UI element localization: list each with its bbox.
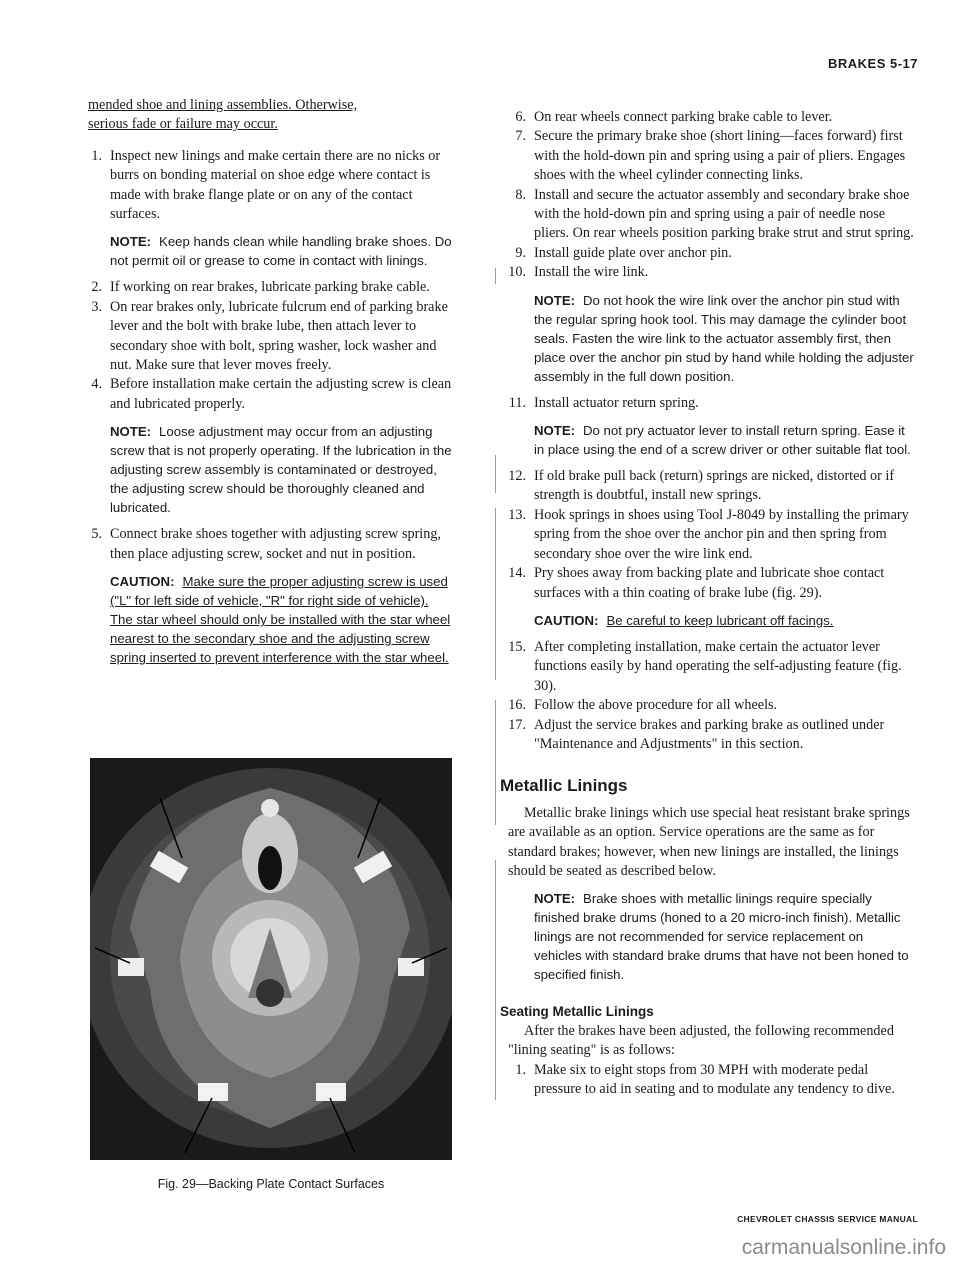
manual-footer: CHEVROLET CHASSIS SERVICE MANUAL (737, 1214, 918, 1224)
watermark: carmanualsonline.info (741, 1236, 946, 1259)
list-item: 4. Before installation make certain the adjusting screw is clean and lubricated properly. (91, 376, 452, 412)
list-item: 1. Inspect new linings and make certain there are no nicks or burrs on bonding material on shoe edge where contact is made with brake flange plate or on any of the contact surfaces. (91, 147, 441, 223)
right-step-list (508, 467, 914, 603)
page-header: BRAKES 5-17 (827, 56, 918, 71)
backing-plate-illustration (90, 758, 452, 1160)
list-item: 9. Install guide plate over anchor pin. (515, 244, 732, 261)
caution: CAUTION: Make sure the proper adjusting screw is used ("L" for left side of vehicle, "R" for right side of vehicle). The star wheel should only be installed with the star wheel nearest to the secondary shoe and the adjusting screw spring inserted to prevent interference with the star wheel. (110, 574, 451, 666)
list-item: 5. Connect brake shoes together with adjusting screw spring, then place adjusting screw, socket and nut in position. (91, 526, 441, 562)
list-item: 13. Hook springs in shoes using Tool J-8049 by installing the primary spring from the shoe over the anchor pin and then spring from secondary shoe over the wire link end. (508, 506, 909, 562)
list-item: 3. On rear brakes only, lubricate fulcrum end of parking brake lever and the bolt with brake lube, then attach lever to secondary shoe with bolt, spring washer, lock washer and nut. Make sure that lever moves freely. (91, 298, 448, 374)
list-item: 2. If working on rear brakes, lubricate parking brake cable. (91, 279, 430, 296)
intro-line-2: serious fade or failure may occur. (88, 116, 278, 133)
intro-line-1: mended shoe and lining assemblies. Otherwise, (88, 97, 358, 113)
list-item: 16. Follow the above procedure for all wheels. (508, 697, 778, 714)
list-item: 11. Install actuator return spring. (508, 394, 699, 411)
list-item: 8. Install and secure the actuator assembly and secondary brake shoe with the hold-down pin and spring using a pair of needle nose pliers. On rear wheels position parking brake strut and strut spring. (515, 186, 914, 242)
list-item: 15. After completing installation, make certain the actuator lever functions easily by hand operating the self-adjusting feature (fig. 30). (508, 638, 902, 694)
right-column (500, 96, 914, 1099)
left-step-list (88, 147, 452, 225)
list-item: 10. Install the wire link. (508, 264, 649, 281)
list-item: 17. Adjust the service brakes and parking brake as outlined under "Maintenance and Adjustments" in this section. (508, 716, 885, 752)
list-item: 7. Secure the primary brake shoe (short lining—faces forward) first with the hold-down pin and spring using a pair of pliers. Engages shoes with the wheel cylinder connecting links. (515, 128, 906, 184)
subsection-title-seating: Seating Metallic Linings (500, 1004, 654, 1020)
section-title-metallic-linings: Metallic Linings (500, 776, 628, 796)
backing-plate-figure (90, 758, 452, 1160)
note: NOTE: Loose adjustment may occur from an adjusting screw that is not properly operating. If the lubrication in the adjusting screw assembly is contaminated or destroyed, the adjusting screw should be thoroughly cleaned and lubricated. (110, 424, 452, 516)
right-step-list (508, 108, 914, 283)
left-step-list (88, 278, 452, 414)
metallic-paragraph: Metallic brake linings which use special heat resistant brake springs are available as an option. Service operations are the same as for standard brakes; however, when new linings are installed, the linings should be seated as described below. (508, 804, 910, 879)
caution: CAUTION: Be careful to keep lubricant off facings. (534, 612, 834, 628)
seating-step-list (508, 1061, 914, 1100)
intro-text (88, 96, 452, 135)
left-column (88, 96, 452, 675)
list-item: 6. On rear wheels connect parking brake cable to lever. (515, 109, 833, 125)
list-item: 1. Make six to eight stops from 30 MPH with moderate pedal pressure to aid in seating and to modulate any tendency to dive. (515, 1061, 895, 1097)
note: NOTE: Do not pry actuator lever to install return spring. Ease it in place using the end of a screw driver or other suitable flat tool. (534, 423, 911, 458)
right-step-list (508, 394, 914, 413)
note: NOTE: Brake shoes with metallic linings require specially finished brake drums (honed to a 20 micro-inch finish). Metallic linings are not recommended for service replacement on vehicles with standard brake drums that have not been honed to specified finish. (534, 891, 909, 983)
right-step-list (508, 638, 914, 754)
note: NOTE: Do not hook the wire link over the anchor pin stud with the regular spring hook tool. This may damage the cylinder boot seals. Fasten the wire link to the actuator assembly first, then place over the anchor pin stud by hand while holding the adjuster assembly in the full down position. (534, 292, 914, 384)
seating-paragraph: After the brakes have been adjusted, the following recommended "lining seating" is as follows: (508, 1022, 894, 1059)
list-item: 12. If old brake pull back (return) springs are nicked, distorted or if strength is doubtful, install new springs. (508, 468, 895, 504)
figure-caption: Fig. 29—Backing Plate Contact Surfaces (157, 1177, 385, 1191)
list-item: 14. Pry shoes away from backing plate and lubricate shoe contact surfaces with a thin coating of brake lube (fig. 29). (508, 565, 885, 601)
note: NOTE: Keep hands clean while handling brake shoes. Do not permit oil or grease to come in contact with linings. (110, 234, 452, 269)
left-step-list (88, 525, 452, 564)
